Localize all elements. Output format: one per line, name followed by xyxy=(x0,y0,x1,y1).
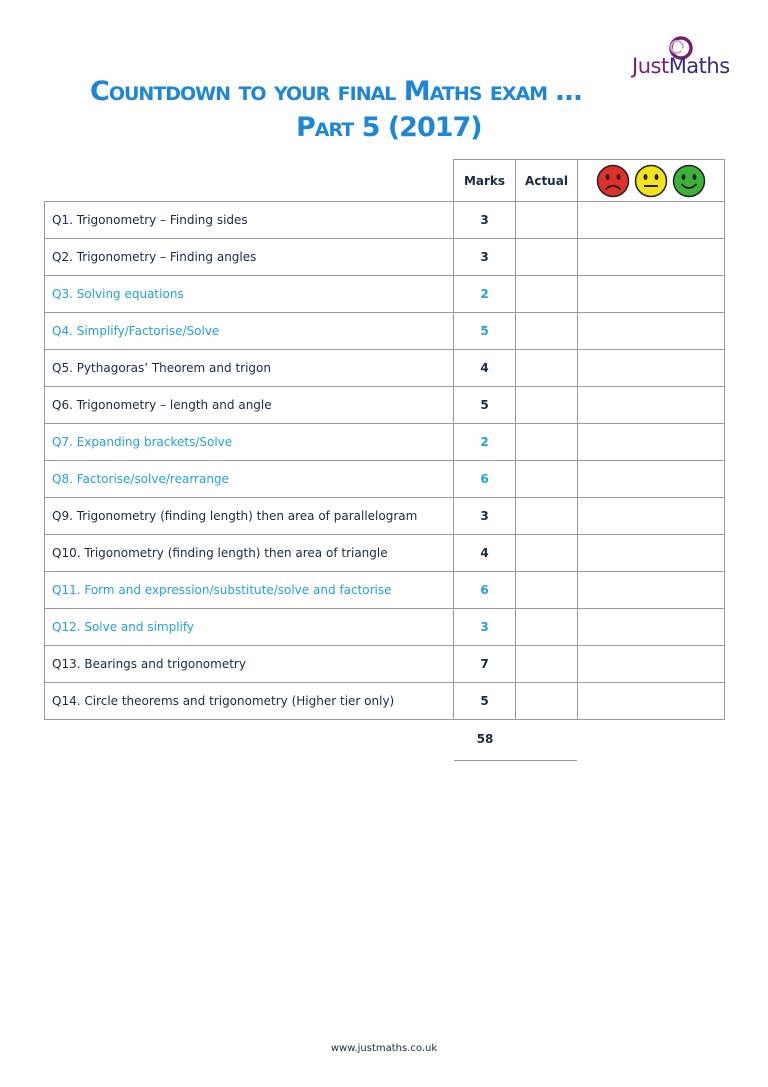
rating-cell[interactable] xyxy=(578,313,725,350)
sad-face-icon xyxy=(596,164,630,198)
question-cell: Q4. Simplify/Factorise/Solve xyxy=(45,313,454,350)
table-row xyxy=(45,387,725,424)
logo-text xyxy=(632,54,730,78)
question-cell: Q9. Trigonometry (finding length) then area of parallelogram xyxy=(45,498,454,535)
marks-cell: 5 xyxy=(454,683,516,720)
table-row xyxy=(45,535,725,572)
header-blank-cell xyxy=(45,160,454,202)
actual-cell[interactable] xyxy=(516,276,578,313)
actual-cell[interactable] xyxy=(516,683,578,720)
marks-cell: 4 xyxy=(454,350,516,387)
marks-cell: 6 xyxy=(454,572,516,609)
title-line-2: Part 5 (2017) xyxy=(296,112,482,143)
rating-cell[interactable] xyxy=(578,498,725,535)
question-cell: Q10. Trigonometry (finding length) then area of triangle xyxy=(45,535,454,572)
actual-cell[interactable] xyxy=(516,350,578,387)
question-cell: Q2. Trigonometry – Finding angles xyxy=(45,239,454,276)
table-row xyxy=(45,683,725,720)
justmaths-logo xyxy=(632,36,736,88)
rating-cell[interactable] xyxy=(578,350,725,387)
rating-cell[interactable] xyxy=(578,276,725,313)
title-line-1: Countdown to your final Maths exam … xyxy=(90,76,582,107)
marks-cell: 4 xyxy=(454,535,516,572)
actual-cell[interactable] xyxy=(516,202,578,239)
table-row xyxy=(45,350,725,387)
rating-cell[interactable] xyxy=(578,239,725,276)
table-row xyxy=(45,646,725,683)
table-row xyxy=(45,498,725,535)
question-cell: Q12. Solve and simplify xyxy=(45,609,454,646)
marks-cell: 3 xyxy=(454,239,516,276)
header-actual: Actual xyxy=(516,160,578,202)
header-marks: Marks xyxy=(454,160,516,202)
rating-cell[interactable] xyxy=(578,683,725,720)
actual-cell[interactable] xyxy=(516,609,578,646)
marks-table xyxy=(44,159,725,720)
table-row xyxy=(45,276,725,313)
neutral-face-icon xyxy=(634,164,668,198)
actual-cell[interactable] xyxy=(516,646,578,683)
rating-cell[interactable] xyxy=(578,609,725,646)
marks-cell: 5 xyxy=(454,387,516,424)
question-cell: Q8. Factorise/solve/rearrange xyxy=(45,461,454,498)
rating-cell[interactable] xyxy=(578,387,725,424)
table-row xyxy=(45,202,725,239)
question-cell: Q13. Bearings and trigonometry xyxy=(45,646,454,683)
actual-cell[interactable] xyxy=(516,239,578,276)
actual-cell[interactable] xyxy=(516,498,578,535)
happy-face-icon xyxy=(672,164,706,198)
marks-cell: 3 xyxy=(454,202,516,239)
logo-text-maths: Maths xyxy=(668,54,730,78)
rating-cell[interactable] xyxy=(578,535,725,572)
marks-cell: 3 xyxy=(454,498,516,535)
table-row xyxy=(45,572,725,609)
total-marks: 58 xyxy=(476,732,494,746)
header-faces xyxy=(578,160,725,202)
rating-cell[interactable] xyxy=(578,646,725,683)
table-row xyxy=(45,313,725,350)
table-row xyxy=(45,609,725,646)
table-row xyxy=(45,461,725,498)
question-cell: Q14. Circle theorems and trigonometry (Higher tier only) xyxy=(45,683,454,720)
actual-cell[interactable] xyxy=(516,387,578,424)
rating-cell[interactable] xyxy=(578,202,725,239)
question-cell: Q7. Expanding brackets/Solve xyxy=(45,424,454,461)
table-header-row xyxy=(45,160,725,202)
question-cell: Q6. Trigonometry – length and angle xyxy=(45,387,454,424)
marks-cell: 2 xyxy=(454,424,516,461)
total-underline xyxy=(454,760,577,761)
question-cell: Q1. Trigonometry – Finding sides xyxy=(45,202,454,239)
actual-cell[interactable] xyxy=(516,572,578,609)
question-cell: Q5. Pythagoras’ Theorem and trigon xyxy=(45,350,454,387)
marks-cell: 3 xyxy=(454,609,516,646)
footer-url: www.justmaths.co.uk xyxy=(330,1043,438,1054)
actual-cell[interactable] xyxy=(516,424,578,461)
actual-cell[interactable] xyxy=(516,461,578,498)
rating-cell[interactable] xyxy=(578,461,725,498)
rating-cell[interactable] xyxy=(578,424,725,461)
marks-cell: 7 xyxy=(454,646,516,683)
logo-text-just: Just xyxy=(632,54,669,78)
marks-cell: 5 xyxy=(454,313,516,350)
question-cell: Q3. Solving equations xyxy=(45,276,454,313)
marks-cell: 2 xyxy=(454,276,516,313)
marks-cell: 6 xyxy=(454,461,516,498)
question-cell: Q11. Form and expression/substitute/solve and factorise xyxy=(45,572,454,609)
table-row xyxy=(45,239,725,276)
actual-cell[interactable] xyxy=(516,535,578,572)
actual-cell[interactable] xyxy=(516,313,578,350)
table-row xyxy=(45,424,725,461)
rating-cell[interactable] xyxy=(578,572,725,609)
